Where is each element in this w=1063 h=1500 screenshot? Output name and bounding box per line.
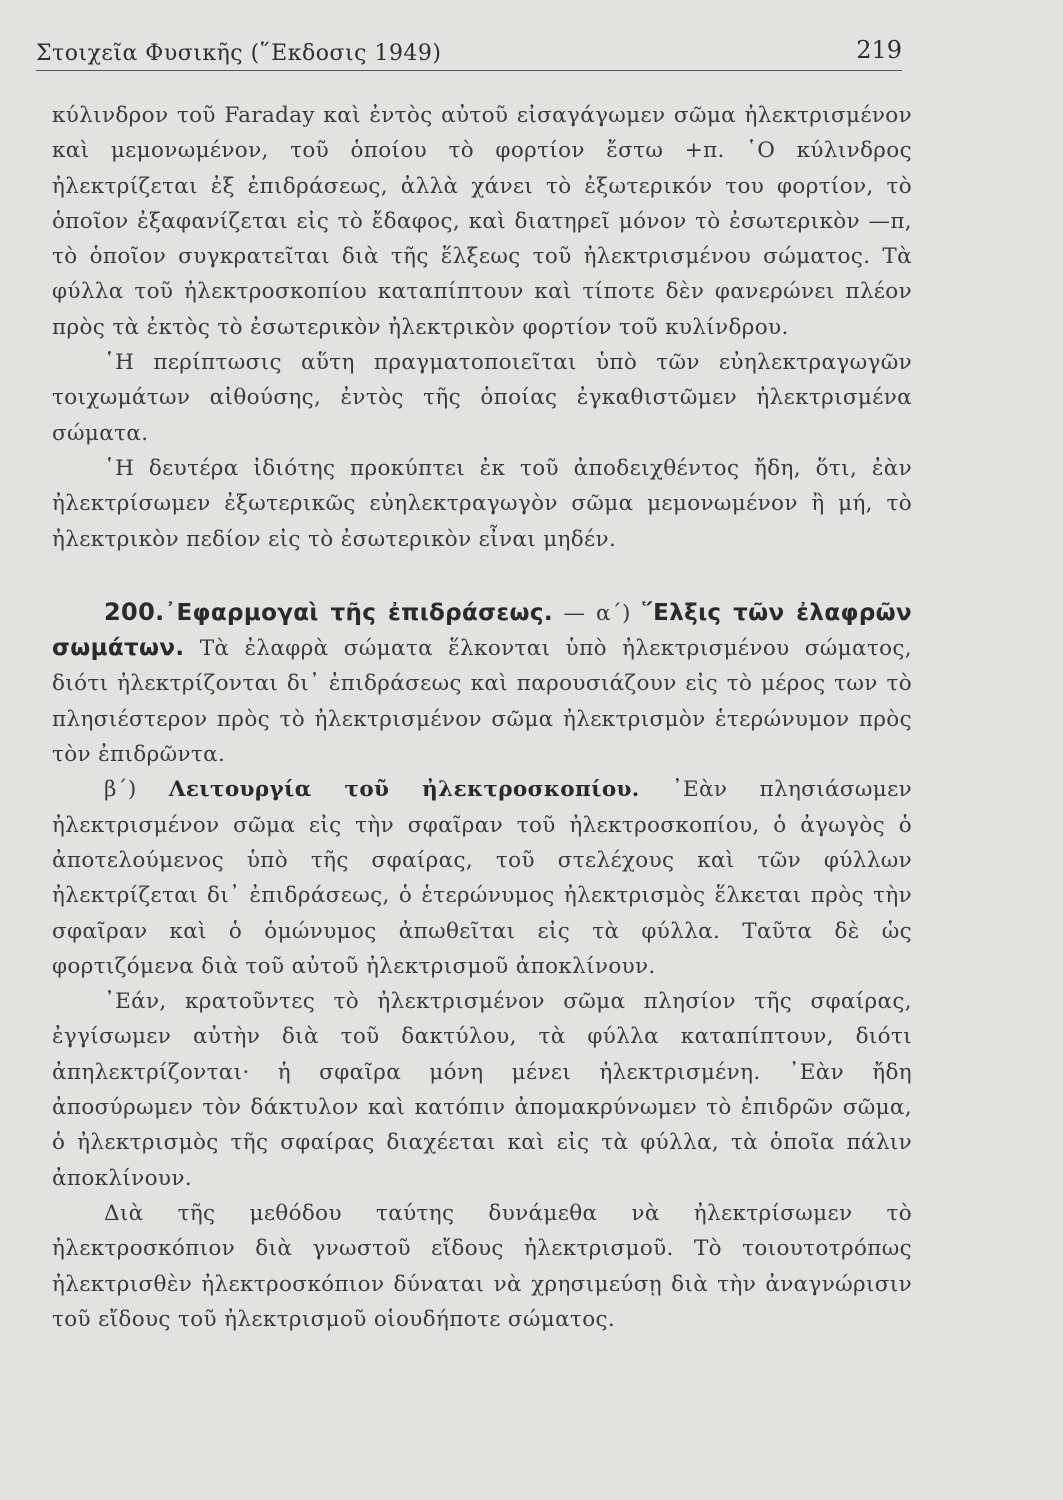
paragraph-continued: κύλινδρον τοῦ Faraday καὶ ἐντὸς αὐτοῦ εἰσαγάγωμεν σῶμα ἠλεκτρισμένον καὶ μεμονωμένον, τοῦ ὁποίου τὸ φορτίον ἔστω +π. ῾Ο κύλινδρος ἠλεκτρίζεται ἐξ ἐπιδράσεως, ἀλλὰ χάνει τὸ ἐξωτερικόν του φορτίον, τὸ ὁποῖον ἐξαφανίζεται εἰς τὸ ἔδαφος, καὶ διατηρεῖ μόνον τὸ ἐσωτερικὸν —π, τὸ ὁποῖον συγκρατεῖται διὰ τῆς ἕλξεως τοῦ ἠλεκτρισμένου σώματος. Τὰ φύλλα τοῦ ἠλεκτροσκοπίου καταπίπτουν καὶ τίποτε δὲν φανερώνει πλέον πρὸς τὰ ἐκτὸς τὸ ἐσωτερικὸν ἠλεκτρικὸν φορτίον τοῦ κυλίνδρου. <box>52 103 912 340</box>
page-number: 219 <box>856 36 902 64</box>
subsection-a-title: ῞Ελξις τῶν ἐλαφρῶν σωμάτων. <box>52 599 913 662</box>
subsection-a-label: — α΄) <box>552 600 642 626</box>
subsection-b-text: ᾿Εὰν πλησιάσωμεν ἠλεκτρισμένον σῶμα εἰς τὴν σφαῖραν τοῦ ἠλεκτροσκοπίου, ὁ ἀγωγὸς ὁ ἀποτελούμενος ὑπὸ τῆς σφαίρας, τοῦ στελέχους καὶ τῶν φύλλων ἠλεκτρίζεται δι᾿ ἐπιδράσεως, ὁ ἑτερώνυμος ἠλεκτρισμὸς ἕλκεται πρὸς τὴν σφαῖραν καὶ ὁ ὁμώνυμος ἀπωθεῖται εἰς τὰ φύλλα. Ταῦτα δὲ ὡς φορτιζόμενα διὰ τοῦ αὐτοῦ ἠλεκτρισμοῦ ἀποκλίνουν. <box>52 777 912 979</box>
page-header <box>36 36 902 71</box>
subsection-b-paragraph <box>52 772 912 984</box>
paragraph-method: Διὰ τῆς μεθόδου ταύτης δυνάμεθα νὰ ἠλεκτρίσωμεν τὸ ἠλεκτροσκόπιον διὰ γνωστοῦ εἴδους ἠλεκτρισμοῦ. Τὸ τοιουτοτρόπως ἠλεκτρισθὲν ἠλεκτροσκόπιον δύναται νὰ χρησιμεύσῃ διὰ τὴν ἀναγνώρισιν τοῦ εἴδους τοῦ ἠλεκτρισμοῦ οἱουδήποτε σώματος. <box>52 1200 912 1332</box>
section-title: ᾿Εφαρμογαὶ τῆς ἐπιδράσεως. <box>164 599 553 626</box>
paragraph-grounding: ᾿Εάν, κρατοῦντες τὸ ἠλεκτρισμένον σῶμα πλησίον τῆς σφαίρας, ἐγγίσωμεν αὐτὴν διὰ τοῦ δακτύλου, τὰ φύλλα καταπίπτουν, διότι ἀπηλεκτρίζονται· ἡ σφαῖρα μόνη μένει ἠλεκτρισμένη. ᾿Εὰν ἤδη ἀποσύρωμεν τὸν δάκτυλον καὶ κατόπιν ἀπομακρύνωμεν τὸ ἐπιδρῶν σῶμα, ὁ ἠλεκτρισμὸς τῆς σφαίρας διαχέεται καὶ εἰς τὰ φύλλα, τὰ ὁποῖα πάλιν ἀποκλίνουν. <box>52 989 912 1191</box>
section-200-paragraph <box>52 595 912 772</box>
section-gap <box>52 557 912 595</box>
paragraph-second-property: ῾Η δευτέρα ἰδιότης προκύπτει ἐκ τοῦ ἀποδειχθέντος ἤδη, ὅτι, ἐὰν ἠλεκτρίσωμεν ἐξωτερικῶς εὐηλεκτραγωγὸν σῶμα μεμονωμένον ἢ μή, τὸ ἠλεκτρικὸν πεδίον εἰς τὸ ἐσωτερικὸν εἶναι μηδέν. <box>52 455 912 552</box>
running-title: Στοιχεῖα Φυσικῆς (῞Εκδοσις 1949) <box>36 41 442 66</box>
subsection-b-title: Λειτουργία τοῦ ἠλεκτροσκοπίου. <box>168 777 640 803</box>
paragraph-walls: ῾Η περίπτωσις αὕτη πραγματοποιεῖται ὑπὸ τῶν εὐηλεκτραγωγῶν τοιχωμάτων αἰθούσης, ἐντὸς τῆς ὁποίας ἐγκαθιστῶμεν ἠλεκτρισμένα σώματα. <box>52 350 912 446</box>
section-number: 200. <box>104 597 165 626</box>
subsection-a-text: Τὰ ἐλαφρὰ σώματα ἕλκονται ὑπὸ ἠλεκτρισμένου σώματος, διότι ἠλεκτρίζονται δι᾿ ἐπιδράσεως καὶ παρουσιάζουν εἰς τὸ μέρος των τὸ πλησιέστερον πρὸς τὸ ἠλεκτρισμένον σῶμα ἠλεκτρισμὸν ἑτερώνυμον πρὸς τὸν ἐπιδρῶντα. <box>52 636 912 768</box>
subsection-b-label: β΄) <box>104 777 169 803</box>
page-body <box>52 98 912 1337</box>
